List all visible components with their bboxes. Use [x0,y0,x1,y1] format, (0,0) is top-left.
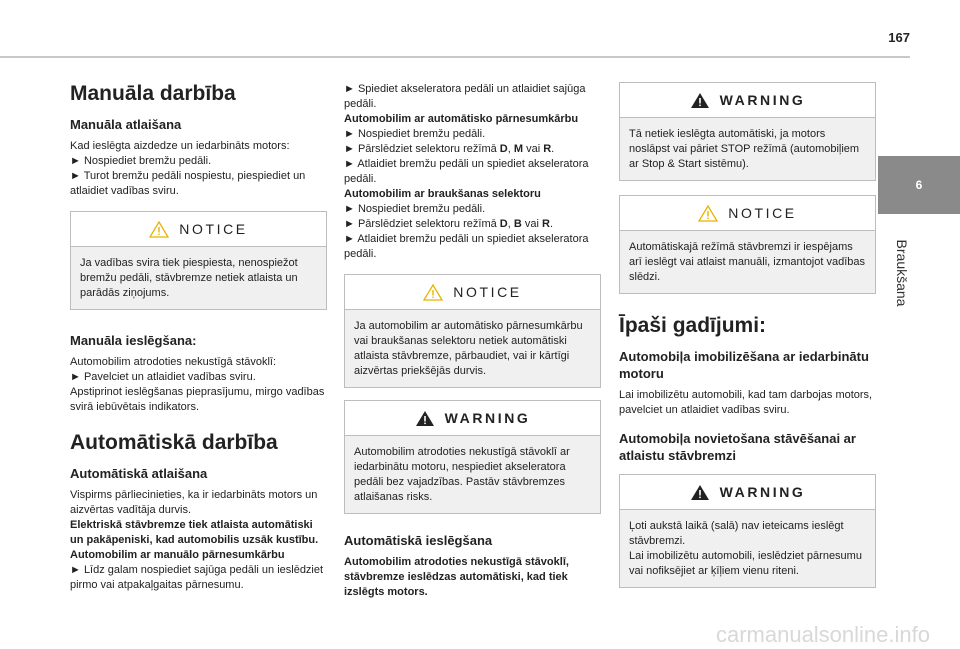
bold-text: Automobilim ar braukšanas selektoru [344,188,541,200]
text-line: Lai imobilizētu automobili, kad tam darbojas motors, pavelciet un atlaidiet vadības sviru. [619,389,873,416]
chapter-tab[interactable] [878,156,960,214]
page-number: 167 [888,30,910,45]
notice-text: Automātiskajā režīmā stāvbremzi ir iespējams arī ieslēgt vai atlaist manuāli, izmantojot vadības slēdzi. [629,241,866,283]
heading-special-cases: Īpaši gadījumi: [619,314,767,337]
notice-triangle-icon [698,205,718,222]
step: ► Nospiediet bremžu pedāli. [344,203,486,215]
text-line: Vispirms pārliecinieties, ka ir iedarbināts motors un aizvērtas vadītāja durvis. [70,489,318,516]
subheading-parking: Automobiļa novietošana stāvēšanai ar atlaistu stāvbremzi [619,431,856,463]
bold-text: Automobilim atrodoties nekustīgā stāvoklī, stāvbremze ieslēdzas automātiski, kad tiek izslēgts motors. [344,556,569,598]
warning-box [619,474,876,588]
warning-triangle-icon [690,484,710,501]
bold-text: Automobilim ar manuālo pārnesumkārbu [70,549,285,561]
notice-text: Ja automobilim ar automātisko pārnesumkārbu vai braukšanas selektoru netiek automātiski atlaista stāvbremze, pārbaudiet, vai ir kārtīgi aizvērtas priekšējās durvis. [354,320,583,377]
step: ► Nospiediet bremžu pedāli. [70,155,212,167]
heading-automatic: Automātiskā darbība [70,431,278,454]
column-1 [70,82,327,593]
warning-text: Lai imobilizētu automobili, ieslēdziet pārnesumu vai nofiksējiet ar ķīļiem vienu riteni. [629,550,862,577]
chapter-title: Braukšana [894,239,910,307]
bold-text: Automobilim ar automātisko pārnesumkārbu [344,113,579,125]
notice-label: NOTICE [453,284,522,300]
notice-triangle-icon [149,221,169,238]
notice-triangle-icon [423,284,443,301]
warning-triangle-icon [690,92,710,109]
notice-box [344,274,601,388]
bold-text: Elektriskā stāvbremze tiek atlaista automātiski un pakāpeniski, kad automobilis uzsāk kustību. [70,519,319,546]
subheading-auto-apply: Automātiskā ieslēgšana [344,533,493,548]
step: ► Atlaidiet bremžu pedāli un spiediet akseleratora pedāli. [344,158,589,185]
notice-label: NOTICE [179,221,248,237]
warning-label: WARNING [719,92,806,108]
step: ► Pārslēdziet selektoru režīmā D, M vai R. [344,143,555,155]
step: ► Spiediet akseleratora pedāli un atlaidiet sajūga pedāli. [344,83,586,110]
step: ► Līdz galam nospiediet sajūga pedāli un ieslēdziet pirmo vai atpakaļgaitas pārnesumu. [70,564,324,591]
header-rule [0,56,910,58]
column-3 [619,82,876,588]
warning-label: WARNING [444,410,531,426]
step: ► Pavelciet un atlaidiet vadības sviru. [70,371,256,383]
warning-text: Automobilim atrodoties nekustīgā stāvoklī ar iedarbinātu motoru, nespiediet akseleratora pedāli bez vajadzības. Pastāv stāvbremzes atlaišanas risks. [354,446,570,503]
step: ► Nospiediet bremžu pedāli. [344,128,486,140]
subheading-manual-apply: Manuāla ieslēgšana: [70,333,197,348]
column-2 [344,82,601,600]
warning-triangle-icon [415,410,435,427]
subheading-auto-release: Automātiskā atlaišana [70,466,208,481]
notice-label: NOTICE [728,205,797,221]
step: ► Turot bremžu pedāli nospiestu, piespiediet un atlaidiet vadības sviru. [70,170,306,197]
warning-box [344,400,601,514]
watermark: carmanualsonline.info [715,622,930,647]
notice-text: Ja vadības svira tiek piespiesta, nenospiežot bremžu pedāli, stāvbremze netiek atlaista un parādās ziņojums. [80,257,298,299]
text-line: Apstiprinot ieslēgšanas pieprasījumu, mirgo vadības svirā iebūvētais indikators. [70,386,325,413]
text-line: Automobilim atrodoties nekustīgā stāvoklī: [70,356,277,368]
chapter-number: 6 [915,178,923,192]
warning-text: Ļoti aukstā laikā (salā) nav ieteicams ieslēgt stāvbremzi. [629,520,844,547]
notice-box [619,195,876,294]
notice-box [70,211,327,310]
subheading-immobilise: Automobiļa imobilizēšana ar iedarbinātu motoru [619,349,869,381]
warning-text: Tā netiek ieslēgta automātiski, ja motors noslāpst vai pāriet STOP režīmā (automobiļiem ar Stop & Start sistēmu). [629,128,860,170]
text-line: Kad ieslēgta aizdedze un iedarbināts motors: [70,140,290,152]
warning-box [619,82,876,181]
heading-manual: Manuāla darbība [70,82,236,105]
subheading-manual-release: Manuāla atlaišana [70,117,182,132]
step: ► Atlaidiet bremžu pedāli un spiediet akseleratora pedāli. [344,233,589,260]
warning-label: WARNING [719,484,806,500]
step: ► Pārslēdziet selektoru režīmā D, B vai R. [344,218,554,230]
